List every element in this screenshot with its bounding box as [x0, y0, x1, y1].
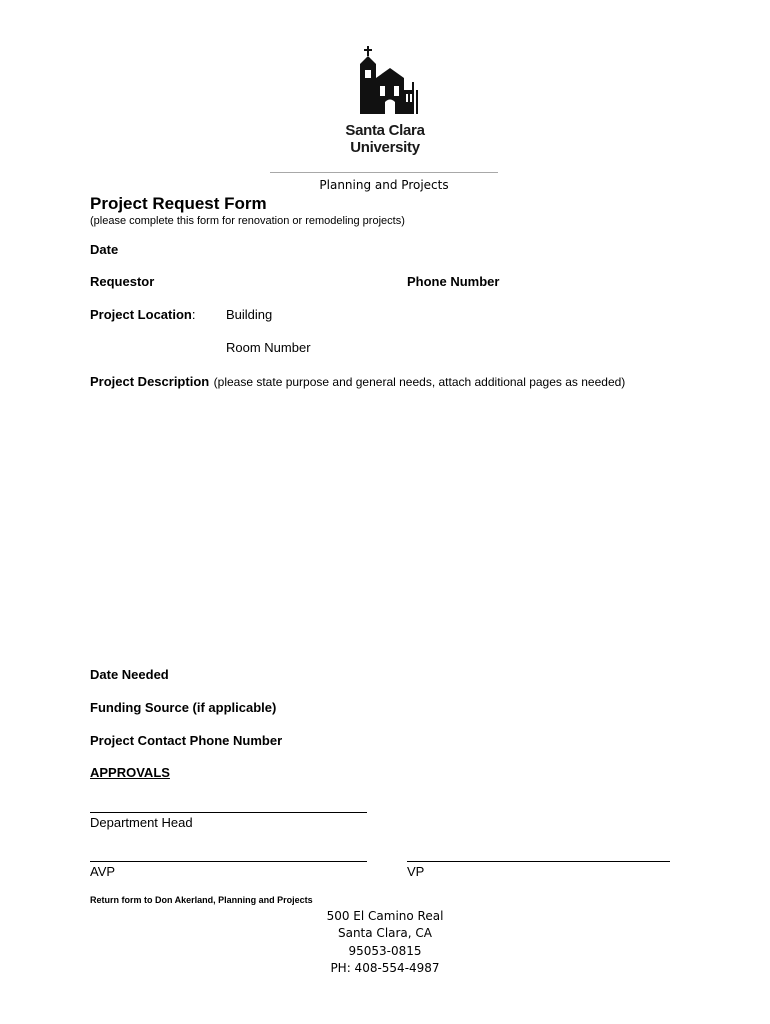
university-logo [338, 44, 432, 160]
date-needed-label: Date Needed [90, 667, 169, 682]
university-name-line2: University [350, 139, 420, 156]
vp-label: VP [407, 864, 425, 879]
address-line3: 95053-0815 [348, 944, 422, 958]
header-divider [270, 172, 498, 173]
department-head-signature-line [90, 812, 367, 813]
address-line2: Santa Clara, CA [337, 926, 433, 940]
project-description-note: (please state purpose and general needs, attach additional pages as needed) [213, 375, 626, 389]
phone-number-label: Phone Number [407, 274, 500, 289]
mission-church-icon [350, 44, 420, 120]
requestor-label: Requestor [90, 274, 155, 289]
avp-label: AVP [90, 864, 116, 879]
avp-signature-line [90, 861, 367, 862]
contact-phone: PH: 408-554-4987 [330, 961, 440, 975]
project-location-row [90, 307, 195, 322]
form-title: Project Request Form [90, 194, 267, 213]
project-description-row [90, 373, 625, 391]
project-location-colon: : [191, 307, 196, 322]
department-name: Planning and Projects [319, 178, 449, 192]
university-name-line1: Santa Clara [345, 122, 425, 139]
project-description-label: Project Description [90, 374, 210, 389]
project-location-label: Project Location [90, 307, 192, 322]
approvals-heading: APPROVALS [90, 765, 170, 780]
building-label: Building [226, 307, 273, 322]
address-line1: 500 El Camino Real [326, 909, 444, 923]
date-label: Date [90, 242, 119, 257]
vp-signature-line [407, 861, 670, 862]
return-instructions: Return form to Don Akerland, Planning and Projects [90, 895, 313, 905]
form-subtitle: (please complete this form for renovation or remodeling projects) [90, 215, 405, 227]
funding-source-label: Funding Source (if applicable) [90, 700, 277, 715]
room-number-label: Room Number [226, 340, 311, 355]
project-contact-phone-label: Project Contact Phone Number [90, 733, 283, 748]
department-head-label: Department Head [90, 815, 193, 830]
